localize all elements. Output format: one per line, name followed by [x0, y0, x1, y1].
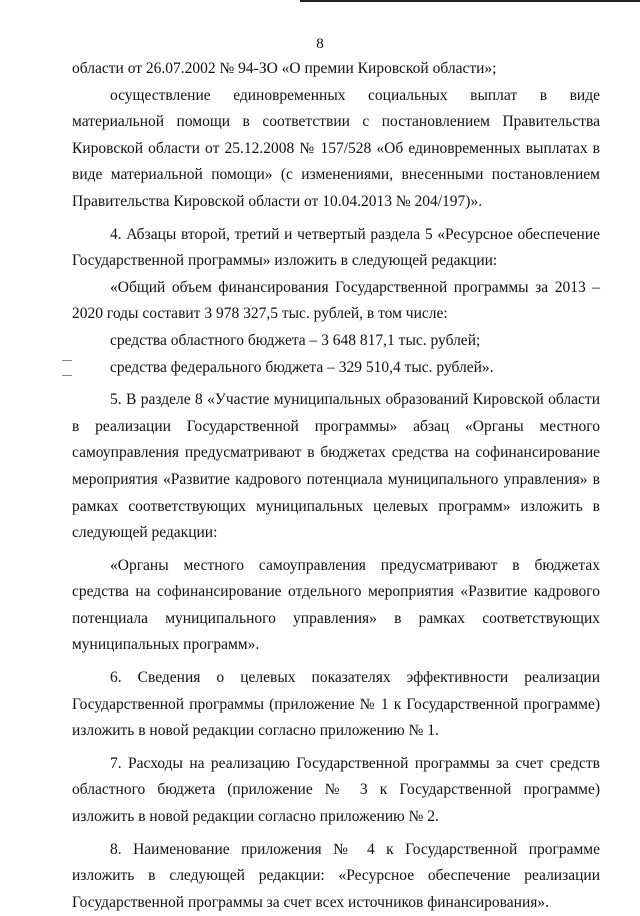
paragraph: средства областного бюджета – 3 648 817,1 тыс. рублей;: [110, 331, 481, 349]
paragraph: осуществление единовременных социальных выплат в виде материальной помощи в соответствии с постановлением Правительства Кировской области от 25.12.2008 № 157/528 «Об единовременных выплатах в виде материальной помощи» (с изменениями, внесенными постановлением Правительства Кировской области от 10.04.2013 № 204/197)».: [72, 86, 600, 210]
page-number: 8: [316, 36, 324, 52]
paragraph: 4. Абзацы второй, третий и четвертый раздела 5 «Ресурсное обеспечение Государственной программы» изложить в следующей редакции:: [72, 225, 600, 270]
top-border-line: [300, 0, 640, 2]
margin-mark: [62, 360, 72, 361]
margin-mark: [62, 375, 72, 376]
paragraph: области от 26.07.2002 № 94-ЗО «О премии Кировской области»;: [72, 60, 497, 77]
paragraph: 5. В разделе 8 «Участие муниципальных образований Кировской области в реализации Государственной программы» абзац «Органы местного самоуправления предусматривают в бюджетах средства на софинансирование мероприятия «Развитие кадрового потенциала муниципального управления» в рамках соответствующих муниципальных целевых программ» изложить в следующей редакции:: [72, 391, 600, 542]
paragraph: 6. Сведения о целевых показателях эффективности реализации Государственной программы (приложение № 1 к Государственной программе) изложить в новой редакции согласно приложению № 1.: [72, 669, 600, 740]
paragraph: «Органы местного самоуправления предусматривают в бюджетах средства на софинансирование отдельного мероприятия «Развитие кадрового потенциала муниципального управления» в рамках соответствующих муниципальных программ».: [72, 556, 600, 654]
paragraph: 8. Наименование приложения № 4 к Государственной программе изложить в следующей редакции: «Ресурсное обеспечение реализации Государственной программы за счет всех источников финансирования».: [72, 840, 600, 911]
paragraph: «Общий объем финансирования Государственной программы за 2013 – 2020 годы составит 3 978 327,5 тыс. рублей, в том числе:: [72, 278, 600, 323]
document-body: [72, 56, 600, 916]
paragraph: средства федерального бюджета – 329 510,4 тыс. рублей».: [110, 358, 494, 376]
paragraph: 7. Расходы на реализацию Государственной программы за счет средств областного бюджета (приложение № 3 к Государственной программе) изложить в новой редакции согласно приложению № 2.: [72, 754, 600, 826]
